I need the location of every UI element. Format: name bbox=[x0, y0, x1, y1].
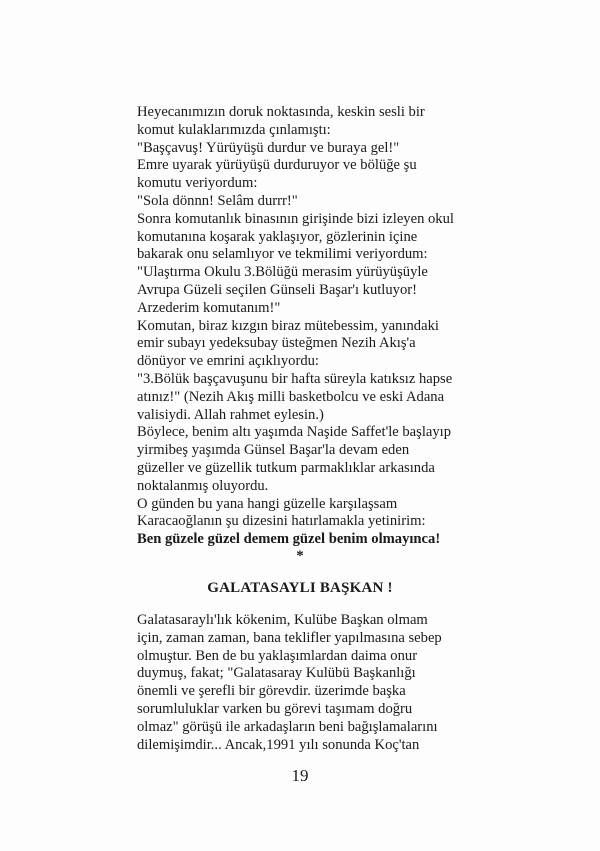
section-separator: * bbox=[296, 548, 304, 564]
text-line: "Başçavuş! Yürüyüşü durdur ve buraya gel!" bbox=[137, 139, 400, 156]
section-title: GALATASAYLI BAŞKAN ! bbox=[207, 580, 393, 596]
text-line: Sonra komutanlık binasının girişinde bizi izleyen okul bbox=[137, 210, 454, 227]
text-line: komutanına koşarak yaklaşıyor, gözlerinin içine bbox=[137, 228, 418, 245]
text-line: için, zaman zaman, bana teklifler yapılmasına sebep bbox=[137, 629, 442, 646]
text-line: Böylece, benim altı yaşımda Naşide Saffet'le başlayıp bbox=[137, 424, 452, 441]
closing-bold-line: Ben güzele güzel demem güzel benim olmayınca! bbox=[137, 531, 441, 548]
text-line: komutu veriyordum: bbox=[137, 175, 258, 192]
text-line: Komutan, biraz kızgın biraz mütebessim, yanındaki bbox=[137, 317, 439, 334]
text-line: yirmibeş yaşımda Günsel Başar'la devam eden bbox=[137, 442, 410, 459]
text-line: olmaz" görüşü ile arkadaşların beni bağışlamalarını bbox=[137, 718, 438, 735]
text-line: Heyecanımızın doruk noktasında, keskin sesli bir bbox=[137, 104, 425, 120]
text-line: duymuş, fakat; "Galatasaray Kulübü Başkanlığı bbox=[137, 665, 416, 682]
section-text bbox=[137, 612, 477, 754]
text-line: dönüyor ve emrini açıklıyordu: bbox=[137, 353, 319, 370]
text-line: Karacaoğlanın şu dizesini hatırlamakla yetinirim: bbox=[137, 513, 426, 530]
text-line: Avrupa Güzeli seçilen Günseli Başar'ı kutluyor! bbox=[137, 281, 417, 298]
text-line: "Ulaştırma Okulu 3.Bölüğü merasim yürüyüşüyle bbox=[137, 264, 428, 281]
text-line: güzeller ve güzellik tutkum parmaklıklar arkasında bbox=[137, 459, 435, 476]
text-line: bakarak onu selamlıyor ve tekmilimi veriyordum: bbox=[137, 246, 428, 263]
text-line: Emre uyarak yürüyüşü durduruyor ve bölüğe şu bbox=[137, 157, 417, 174]
text-line: önemli ve şerefli bir görevdir. üzerimde başka bbox=[137, 683, 406, 700]
text-line: atınız!" (Nezih Akış milli basketbolcu ve eski Adana bbox=[137, 388, 445, 405]
text-line: valisiydi. Allah rahmet eylesin.) bbox=[137, 406, 324, 423]
text-line: "Sola dönnn! Selâm durrr!" bbox=[137, 192, 298, 209]
page-number: 19 bbox=[291, 766, 309, 785]
text-line: olmuştur. Ben de bu yaklaşımlardan daima onur bbox=[137, 647, 418, 664]
text-line: emir subayı yedeksubay üsteğmen Nezih Akış'a bbox=[137, 335, 416, 352]
passage-text bbox=[137, 104, 477, 549]
text-line: O günden bu yana hangi güzelle karşılaşsam bbox=[137, 495, 398, 512]
text-line: komut kulaklarımızda çınlamıştı: bbox=[137, 121, 331, 138]
text-line: Arzederim komutanım!" bbox=[137, 299, 281, 316]
text-line: sorumluluklar varken bu görevi taşımam doğru bbox=[137, 700, 413, 717]
text-line: "3.Bölük başçavuşunu bir hafta süreyla katıksız hapse bbox=[137, 370, 453, 387]
text-line: dilemişimdir... Ancak,1991 yılı sonunda Koç'tan bbox=[137, 736, 420, 753]
text-line: Galatasaraylı'lık kökenim, Kulübe Başkan olmam bbox=[137, 612, 428, 628]
text-line: noktalanmış oluyordu. bbox=[137, 477, 269, 494]
